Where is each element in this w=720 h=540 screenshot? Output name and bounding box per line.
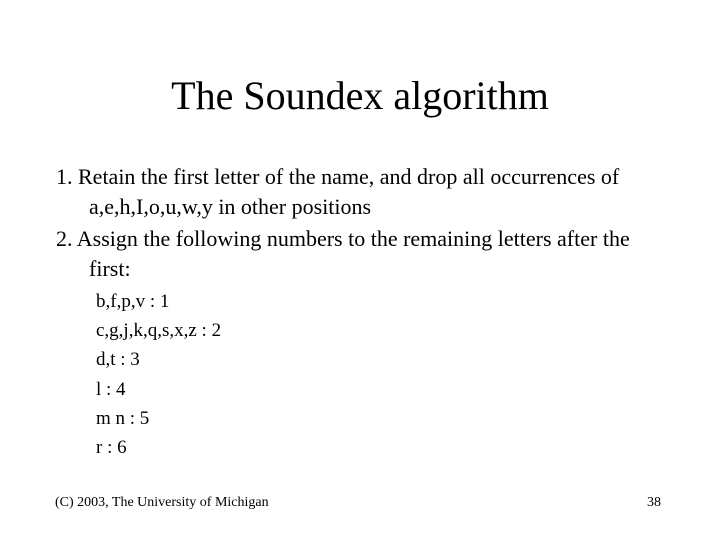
algorithm-steps xyxy=(55,162,675,286)
step-2: 2. Assign the following numbers to the remaining letters after the first: xyxy=(56,226,630,281)
mapping-item-3: d,t : 3 xyxy=(96,349,140,371)
mapping-item-1: b,f,p,v : 1 xyxy=(96,291,170,312)
copyright-footer: (C) 2003, The University of Michigan xyxy=(55,495,269,510)
slide-title: The Soundex algorithm xyxy=(171,73,549,118)
mapping-item-6: r : 6 xyxy=(96,437,127,459)
letter-number-mapping xyxy=(96,287,221,462)
mapping-item-2: c,g,j,k,q,s,x,z : 2 xyxy=(96,320,222,342)
page-number: 38 xyxy=(647,495,661,510)
mapping-item-5: m n : 5 xyxy=(96,407,150,429)
mapping-item-4: l : 4 xyxy=(96,378,126,400)
step-1: 1. Retain the first letter of the name, and drop all occurrences of a,e,h,I,o,u,w,y in other positions xyxy=(56,164,620,219)
